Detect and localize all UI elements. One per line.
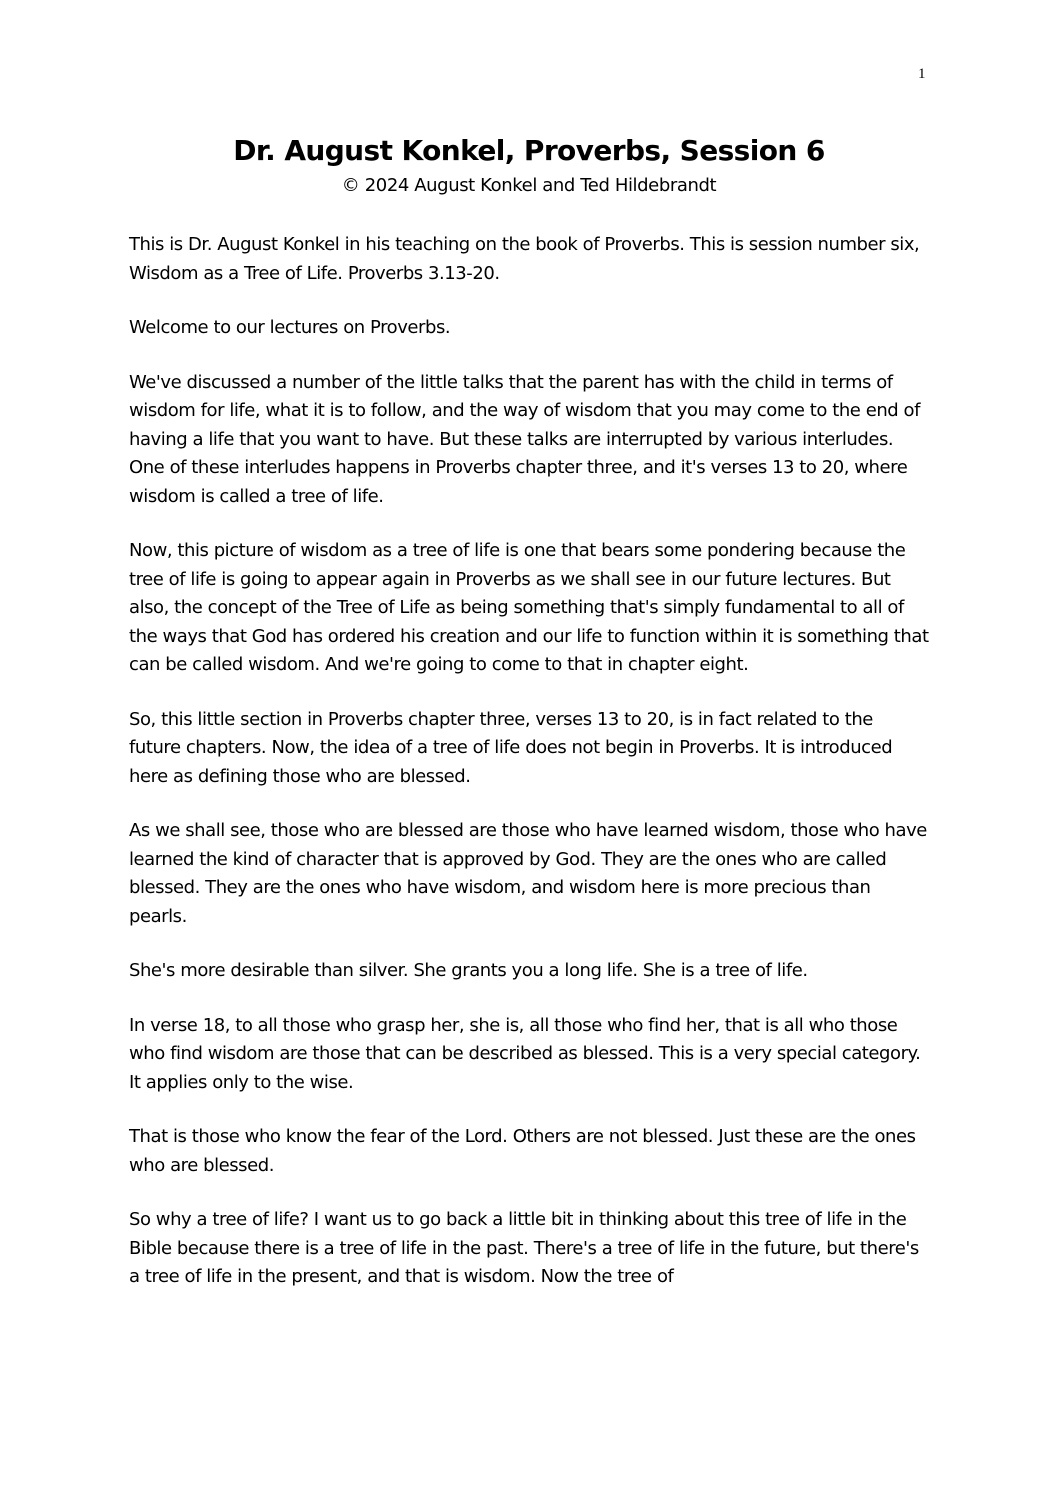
paragraph: Now, this picture of wisdom as a tree of life is one that bears some pondering because the tree of life is going to appear again in Proverbs as we shall see in our future lectures. But also, the concept of the Tree of Life as being something that's simply fundamental to all of the ways that God has ordered his creation and our life to function within it is something that can be called wisdom. And we're going to come to that in chapter eight. bbox=[129, 540, 929, 675]
document-body bbox=[129, 231, 929, 1318]
paragraph: That is those who know the fear of the Lord. Others are not blessed. Just these are the ones who are blessed. bbox=[129, 1126, 916, 1176]
document-title: Dr. August Konkel, Proverbs, Session 6 bbox=[233, 134, 825, 167]
paragraph: So, this little section in Proverbs chapter three, verses 13 to 20, is in fact related to the future chapters. Now, the idea of a tree of life does not begin in Proverbs. It is introduced here as defining those who are blessed. bbox=[129, 708, 893, 787]
paragraph: As we shall see, those who are blessed are those who have learned wisdom, those who have learned the kind of character that is approved by God. They are the ones who are called blessed. They are the ones who have wisdom, and wisdom here is more precious than pearls. bbox=[129, 820, 927, 927]
paragraph: So why a tree of life? I want us to go back a little bit in thinking about this tree of life in the Bible because there is a tree of life in the past. There's a tree of life in the future, but there's a tree of life in the present, and that is wisdom. Now the tree of bbox=[129, 1209, 919, 1287]
paragraph: Welcome to our lectures on Proverbs. bbox=[129, 317, 451, 338]
page-number: 1 bbox=[918, 66, 926, 82]
paragraph: This is Dr. August Konkel in his teaching on the book of Proverbs. This is session number six, Wisdom as a Tree of Life. Proverbs 3.13-20. bbox=[129, 234, 920, 284]
paragraph: She's more desirable than silver. She grants you a long life. She is a tree of life. bbox=[129, 960, 808, 981]
paragraph: In verse 18, to all those who grasp her, she is, all those who find her, that is all who those who find wisdom are those that can be described as blessed. This is a very special category. It applies only to the wise. bbox=[129, 1014, 921, 1093]
paragraph: We've discussed a number of the little talks that the parent has with the child in terms of wisdom for life, what it is to follow, and the way of wisdom that you may come to the end of having a life that you want to have. But these talks are interrupted by various interludes. One of these interludes happens in Proverbs chapter three, and it's verses 13 to 20, where wisdom is called a tree of life. bbox=[129, 371, 920, 507]
copyright-line: © 2024 August Konkel and Ted Hildebrandt bbox=[341, 175, 717, 196]
